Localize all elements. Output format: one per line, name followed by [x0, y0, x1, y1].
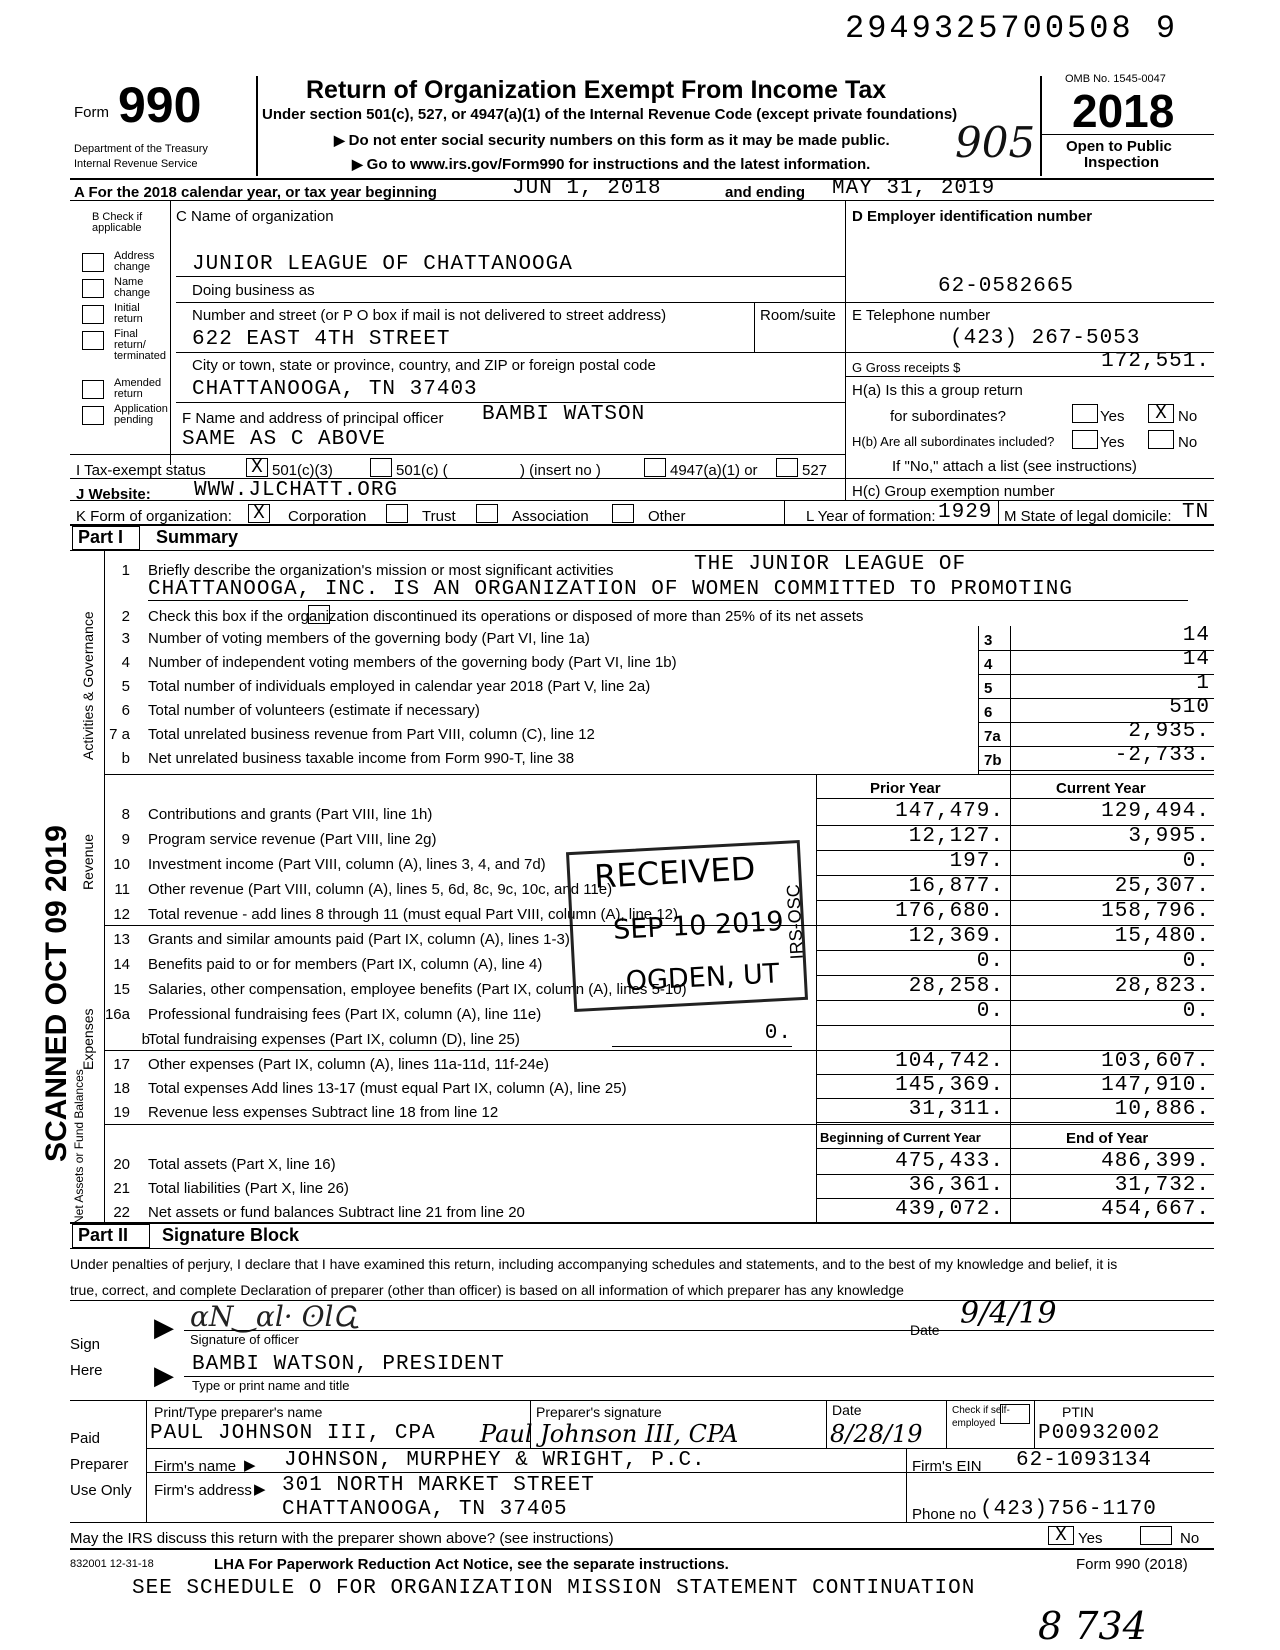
principal-officer: BAMBI WATSON: [482, 403, 646, 426]
here-label: Here: [70, 1362, 103, 1379]
net-line-label: Net assets or fund balances Subtract line 21 from line 20: [148, 1204, 525, 1221]
fin-prior-value: 197.: [949, 850, 1004, 873]
ha-yes-box[interactable]: [1072, 404, 1098, 423]
mission-1: THE JUNIOR LEAGUE OF: [694, 553, 967, 576]
exp-current-value: 103,607.: [1101, 1050, 1210, 1073]
form-subtitle: Under section 501(c), 527, or 4947(a)(1) of the Internal Revenue Code (except private foundations): [262, 106, 958, 123]
exp-current-value: 10,886.: [1114, 1098, 1210, 1121]
form-code: 832001 12-31-18: [70, 1558, 154, 1570]
net-line-number: 20: [113, 1156, 130, 1173]
stamp-location: OGDEN, UT: [625, 958, 781, 998]
net-line-label: Total liabilities (Part X, line 26): [148, 1180, 349, 1197]
c-label: C Name of organization: [176, 208, 334, 225]
tax-year-end: MAY 31, 2019: [832, 177, 996, 200]
firm-ein: 62-1093134: [1016, 1449, 1153, 1472]
gov-line-number: 6: [121, 702, 130, 719]
officer-address: SAME AS C ABOVE: [182, 428, 387, 451]
fin-line-label: Benefits paid to or for members (Part IX, column (A), line 4): [148, 956, 543, 973]
gov-line-box: 4: [984, 656, 993, 673]
telephone: (423) 267-5053: [950, 327, 1141, 350]
room-label: Room/suite: [760, 307, 836, 324]
fin-prior-value: 16,877.: [908, 875, 1004, 898]
ha-no-box-checked[interactable]: X: [1148, 404, 1174, 423]
lha-notice: LHA For Paperwork Reduction Act Notice, see the separate instructions.: [214, 1556, 729, 1573]
fin-line-number: 11: [114, 881, 130, 898]
form-title: Return of Organization Exempt From Income Tax: [306, 76, 887, 104]
check-final-return: Final return/ terminated: [114, 328, 166, 362]
fin-line-label: Investment income (Part VIII, column (A), lines 3, 4, and 7d): [148, 856, 546, 873]
notice-ssn: Do not enter social security numbers on this form as it may be made public.: [348, 132, 890, 149]
street-label: Number and street (or P O box if mail is not delivered to street address): [192, 307, 667, 324]
f-label: F Name and address of principal officer: [182, 410, 444, 427]
form-footer: Form 990 (2018): [1076, 1556, 1188, 1573]
gov-line-label: Number of independent voting members of the governing body (Part VI, line 1b): [148, 654, 677, 671]
fin-line-number: 15: [113, 981, 130, 998]
fin-line-number: 8: [121, 806, 130, 823]
k-trust-box[interactable]: [386, 504, 408, 523]
form-label: Form: [74, 104, 109, 121]
paid-label: Paid: [70, 1430, 101, 1447]
exp-line-label: Total expenses Add lines 13-17 (must equal Part IX, column (A), line 25): [148, 1080, 627, 1097]
k-corporation-checked[interactable]: X: [248, 504, 270, 523]
sig-officer-label: Signature of officer: [190, 1332, 299, 1347]
exp-prior-value: 31,311.: [908, 1098, 1004, 1121]
notice-website: Go to www.irs.gov/Form990 for instructions and the latest information.: [366, 156, 871, 173]
firm-address-2: CHATTANOOGA, TN 37405: [282, 1498, 568, 1521]
ha-yes: Yes: [1100, 408, 1125, 425]
fin-line-number: 13: [113, 931, 130, 948]
k-other: Other: [648, 508, 686, 525]
ha-label-2: for subordinates?: [890, 408, 1006, 425]
fin-line-number: 10: [113, 856, 130, 873]
document-locator-number: 2949325700508 9: [845, 10, 1179, 47]
fin-current-value: 0.: [1182, 950, 1210, 973]
net-line-number: 21: [113, 1180, 130, 1197]
ha-no: No: [1178, 408, 1198, 425]
b-label: B Check if applicable: [92, 211, 143, 234]
checkbox-initial-return[interactable]: [82, 305, 104, 324]
gov-line-value: -2,733.: [1114, 744, 1210, 767]
check-initial-return: Initial return: [114, 302, 143, 325]
col-end-year: End of Year: [1066, 1130, 1149, 1147]
side-activities-governance: Activities & Governance: [80, 611, 96, 760]
k-assoc-box[interactable]: [476, 504, 498, 523]
preparer-phone: (423)756-1170: [980, 1498, 1157, 1521]
col-current-year: Current Year: [1056, 780, 1146, 797]
ha-label: H(a) Is this a group return: [852, 382, 1023, 399]
side-revenue: Revenue: [80, 833, 96, 890]
hb-no-box[interactable]: [1148, 430, 1174, 449]
g-label: G Gross receipts $: [852, 360, 961, 375]
preparer-date: 8/28/19: [830, 1420, 923, 1448]
gov-line-number: 4: [121, 654, 130, 671]
fin-current-value: 28,823.: [1114, 975, 1210, 998]
dept-line-1: Department of the Treasury: [74, 143, 208, 155]
line1-label: Briefly describe the organization's mission or most significant activities: [148, 562, 614, 579]
firm-ein-label: Firm's EIN: [912, 1458, 982, 1475]
firm-name-label: Firm's name: [154, 1458, 237, 1475]
fin-prior-value: 12,369.: [908, 925, 1004, 948]
handwritten-page-number: 8 734: [1038, 1604, 1147, 1648]
fin-line-number: 14: [113, 956, 130, 973]
j-label: J Website:: [76, 486, 151, 503]
state-domicile: TN: [1182, 501, 1210, 524]
m-label: M State of legal domicile:: [1004, 508, 1172, 525]
scanned-stamp: SCANNED OCT 09 2019: [40, 825, 73, 1162]
net-current-value: 31,732.: [1114, 1174, 1210, 1197]
gov-line-number: b: [121, 750, 130, 767]
k-assoc: Association: [512, 508, 589, 525]
open-public-1: Open to Public: [1066, 138, 1172, 155]
i-527: 527: [802, 462, 828, 479]
check-amended-return: Amended return: [114, 377, 162, 400]
part1-title: Summary: [156, 527, 239, 547]
gov-line-box: 5: [984, 680, 993, 697]
fin-line-number: 9: [121, 831, 130, 848]
line16b-label: Total fundraising expenses (Part IX, column (D), line 25): [148, 1031, 520, 1048]
l-label: L Year of formation:: [806, 508, 936, 525]
penalty-text-2: true, correct, and complete Declaration of preparer (other than officer) is based on all information of which preparer has any knowledge: [70, 1282, 904, 1298]
schedule-o-note: SEE SCHEDULE O FOR ORGANIZATION MISSION STATEMENT CONTINUATION: [132, 1577, 976, 1600]
received-stamp: [566, 840, 808, 1012]
stamp-side: IRS-OSC: [782, 883, 807, 960]
form-number: 990: [118, 77, 202, 133]
check-address-change: Address change: [114, 250, 155, 273]
fin-line-label: Contributions and grants (Part VIII, line 1h): [148, 806, 433, 823]
self-employed-box[interactable]: [1000, 1404, 1030, 1424]
gov-line-value: 510: [1169, 696, 1210, 719]
prep-name-label: Print/Type preparer's name: [154, 1404, 323, 1420]
hb-no: No: [1178, 434, 1198, 451]
exp-prior-value: 145,369.: [895, 1074, 1004, 1097]
hb-yes-box[interactable]: [1072, 430, 1098, 449]
gov-line-value: 1: [1196, 672, 1210, 695]
omb-number: OMB No. 1545-0047: [1065, 73, 1166, 85]
fin-current-value: 0.: [1182, 1000, 1210, 1023]
discuss-label: May the IRS discuss this return with the preparer shown above? (see instructions): [70, 1530, 614, 1547]
gov-line-box: 7a: [984, 728, 1001, 745]
sig-date: 9/4/19: [960, 1296, 1057, 1331]
hb-note: If "No," attach a list (see instructions): [892, 458, 1137, 475]
city-label: City or town, state or province, country, and ZIP or foreign postal code: [192, 357, 656, 374]
fin-line-number: 16a: [104, 1006, 130, 1023]
mission-2: CHATTANOOGA, INC. IS AN ORGANIZATION OF WOMEN COMMITTED TO PROMOTING: [148, 578, 1073, 601]
k-trust: Trust: [422, 508, 456, 525]
fin-prior-value: 176,680.: [895, 900, 1004, 923]
net-prior-value: 475,433.: [895, 1150, 1004, 1173]
k-corporation: Corporation: [288, 508, 367, 525]
self-employed-label: Check if self-employed: [952, 1405, 1010, 1429]
officer-name-title: BAMBI WATSON, PRESIDENT: [192, 1353, 505, 1376]
gov-line-box: 7b: [984, 752, 1002, 769]
preparer-signature: Paul Johnson III, CPA: [480, 1420, 739, 1448]
i-501c3: 501(c)(3): [272, 462, 333, 479]
checkbox-address-change[interactable]: [82, 253, 104, 272]
col-begin-year: Beginning of Current Year: [820, 1130, 981, 1145]
preparer-name: PAUL JOHNSON III, CPA: [150, 1422, 436, 1445]
gov-line-label: Net unrelated business taxable income from Form 990-T, line 38: [148, 750, 575, 767]
part2-label: Part II: [78, 1225, 129, 1245]
firm-name: JOHNSON, MURPHEY & WRIGHT, P.C.: [284, 1449, 706, 1472]
gov-line-number: 7 a: [109, 726, 130, 743]
dba-label: Doing business as: [192, 282, 315, 299]
stamp-received: RECEIVED: [593, 849, 757, 896]
e-label: E Telephone number: [852, 307, 991, 324]
k-other-box[interactable]: [612, 504, 634, 523]
website[interactable]: WWW.JLCHATT.ORG: [194, 479, 399, 502]
col-prior-year: Prior Year: [870, 780, 941, 797]
fin-line-label: Program service revenue (Part VIII, line 2g): [148, 831, 437, 848]
penalty-text-1: Under penalties of perjury, I declare that I have examined this return, including accompanying schedules and statements, and to the best of my knowledge and belief, it is: [70, 1256, 1118, 1272]
net-prior-value: 36,361.: [908, 1174, 1004, 1197]
and-ending-label: and ending: [725, 184, 805, 201]
net-prior-value: 439,072.: [895, 1198, 1004, 1221]
sig-date-label: Date: [910, 1322, 940, 1338]
net-line-number: 22: [113, 1204, 130, 1221]
exp-prior-value: 104,742.: [895, 1050, 1004, 1073]
open-public-2: Inspection: [1084, 154, 1160, 171]
gov-line-label: Total number of individuals employed in calendar year 2018 (Part V, line 2a): [148, 678, 651, 695]
discuss-no-box[interactable]: [1140, 1526, 1172, 1545]
part2-title: Signature Block: [162, 1225, 300, 1245]
i-501c: 501(c) (: [396, 462, 448, 479]
part1-label: Part I: [78, 527, 124, 547]
org-name: JUNIOR LEAGUE OF CHATTANOOGA: [192, 253, 573, 276]
checkbox-final-return[interactable]: [82, 331, 104, 350]
gov-line-value: 2,935.: [1128, 720, 1210, 743]
checkbox-application-pending[interactable]: [82, 406, 104, 425]
ptin-label: PTIN: [1062, 1404, 1094, 1420]
side-expenses: Expenses: [80, 1008, 96, 1070]
gov-line-number: 3: [121, 630, 130, 647]
fin-line-label: Total revenue - add lines 8 through 11 (must equal Part VIII, column (A), line 12): [148, 906, 678, 923]
k-label: K Form of organization:: [76, 508, 232, 525]
type-print-label: Type or print name and title: [192, 1378, 350, 1393]
preparer-label: Preparer: [70, 1456, 129, 1473]
dept-line-2: Internal Revenue Service: [74, 158, 198, 170]
i-501c-box[interactable]: [370, 458, 392, 477]
line2: Check this box if the organization discontinued its operations or disposed of more than 25% of its net assets: [148, 608, 864, 625]
exp-current-value: 147,910.: [1101, 1074, 1210, 1097]
fin-current-value: 15,480.: [1114, 925, 1210, 948]
sign-arrow-icon: ▶: [154, 1312, 174, 1342]
gov-line-value: 14: [1182, 648, 1210, 671]
i-insert: ) (insert no ): [520, 462, 601, 479]
line16b-value: 0.: [764, 1022, 792, 1045]
check-name-change: Name change: [114, 276, 151, 299]
year-formation: 1929: [938, 501, 993, 524]
exp-line-number: 17: [113, 1056, 130, 1073]
fin-current-value: 158,796.: [1101, 900, 1210, 923]
gov-line-label: Total number of volunteers (estimate if necessary): [148, 702, 480, 719]
fin-line-label: Grants and similar amounts paid (Part IX, column (A), lines 1-3): [148, 931, 570, 948]
fin-prior-value: 147,479.: [895, 800, 1004, 823]
fin-line-label: Salaries, other compensation, employee benefits (Part IX, column (A), lines 5-10): [148, 981, 687, 998]
net-line-label: Total assets (Part X, line 16): [148, 1156, 336, 1173]
gov-line-box: 3: [984, 632, 993, 649]
street-address: 622 EAST 4TH STREET: [192, 328, 451, 351]
fin-line-number: 12: [113, 906, 130, 923]
city-state-zip: CHATTANOOGA, TN 37403: [192, 378, 478, 401]
fin-prior-value: 0.: [976, 950, 1004, 973]
hb-yes: Yes: [1100, 434, 1125, 451]
exp-line-number: 19: [113, 1104, 130, 1121]
prep-sig-label: Preparer's signature: [536, 1404, 662, 1420]
firm-address-label: Firm's address: [154, 1482, 252, 1499]
tax-year: 2018: [1072, 85, 1175, 137]
i-501c3-checked[interactable]: X: [246, 458, 268, 477]
gov-line-number: 5: [121, 678, 130, 695]
exp-line-number: 18: [113, 1080, 130, 1097]
check-application-pending: Application pending: [114, 403, 168, 426]
ptin-value: P00932002: [1038, 1422, 1161, 1445]
i-527-box[interactable]: [776, 458, 798, 477]
sign-label: Sign: [70, 1336, 101, 1353]
gov-line-box: 6: [984, 704, 993, 721]
fin-current-value: 129,494.: [1101, 800, 1210, 823]
fin-current-value: 25,307.: [1114, 875, 1210, 898]
gross-receipts: 172,551.: [1101, 350, 1210, 373]
net-current-value: 454,667.: [1101, 1198, 1210, 1221]
gov-line-value: 14: [1182, 624, 1210, 647]
tax-year-begin: JUN 1, 2018: [512, 177, 662, 200]
fin-prior-value: 0.: [976, 1000, 1004, 1023]
use-only-label: Use Only: [70, 1482, 132, 1499]
discuss-yes-checked[interactable]: X: [1048, 1526, 1074, 1545]
exp-line-label: Other expenses (Part IX, column (A), lines 11a-11d, 11f-24e): [148, 1056, 550, 1073]
stamp-date: SEP 10 2019: [612, 905, 785, 946]
net-current-value: 486,399.: [1101, 1150, 1210, 1173]
d-label: D Employer identification number: [852, 208, 1093, 225]
gov-line-label: Number of voting members of the governing body (Part VI, line 1a): [148, 630, 590, 647]
line-a-label: A For the 2018 calendar year, or tax year beginning: [74, 184, 437, 201]
line2-checkbox[interactable]: [308, 605, 330, 624]
checkbox-amended-return[interactable]: [82, 380, 104, 399]
fin-current-value: 0.: [1182, 850, 1210, 873]
fin-current-value: 3,995.: [1128, 825, 1210, 848]
i-4947-box[interactable]: [644, 458, 666, 477]
fin-prior-value: 28,258.: [908, 975, 1004, 998]
i-label: I Tax-exempt status: [76, 462, 206, 479]
gov-line-label: Total unrelated business revenue from Part VIII, column (C), line 12: [148, 726, 595, 743]
phone-label: Phone no: [912, 1506, 977, 1523]
i-4947: 4947(a)(1) or: [670, 462, 758, 479]
fin-line-label: Professional fundraising fees (Part IX, column (A), line 11e): [148, 1006, 542, 1023]
officer-signature: ɑN‿ɑl· ʘlᏩ: [190, 1300, 361, 1333]
hb-label: H(b) Are all subordinates included?: [852, 434, 1055, 449]
exp-line-label: Revenue less expenses Subtract line 18 from line 12: [148, 1104, 499, 1121]
checkbox-name-change[interactable]: [82, 279, 104, 298]
hc-label: H(c) Group exemption number: [852, 483, 1055, 500]
firm-address-1: 301 NORTH MARKET STREET: [282, 1474, 595, 1497]
prep-date-label: Date: [832, 1402, 862, 1418]
ein: 62-0582665: [938, 275, 1075, 298]
sign-arrow-icon-2: ▶: [154, 1360, 174, 1390]
handwritten-905: 905: [955, 118, 1036, 167]
fin-line-label: Other revenue (Part VIII, column (A), lines 5, 6d, 8c, 9c, 10c, and 11e): [148, 881, 613, 898]
discuss-yes: Yes: [1078, 1530, 1103, 1547]
fin-prior-value: 12,127.: [908, 825, 1004, 848]
discuss-no: No: [1180, 1530, 1200, 1547]
